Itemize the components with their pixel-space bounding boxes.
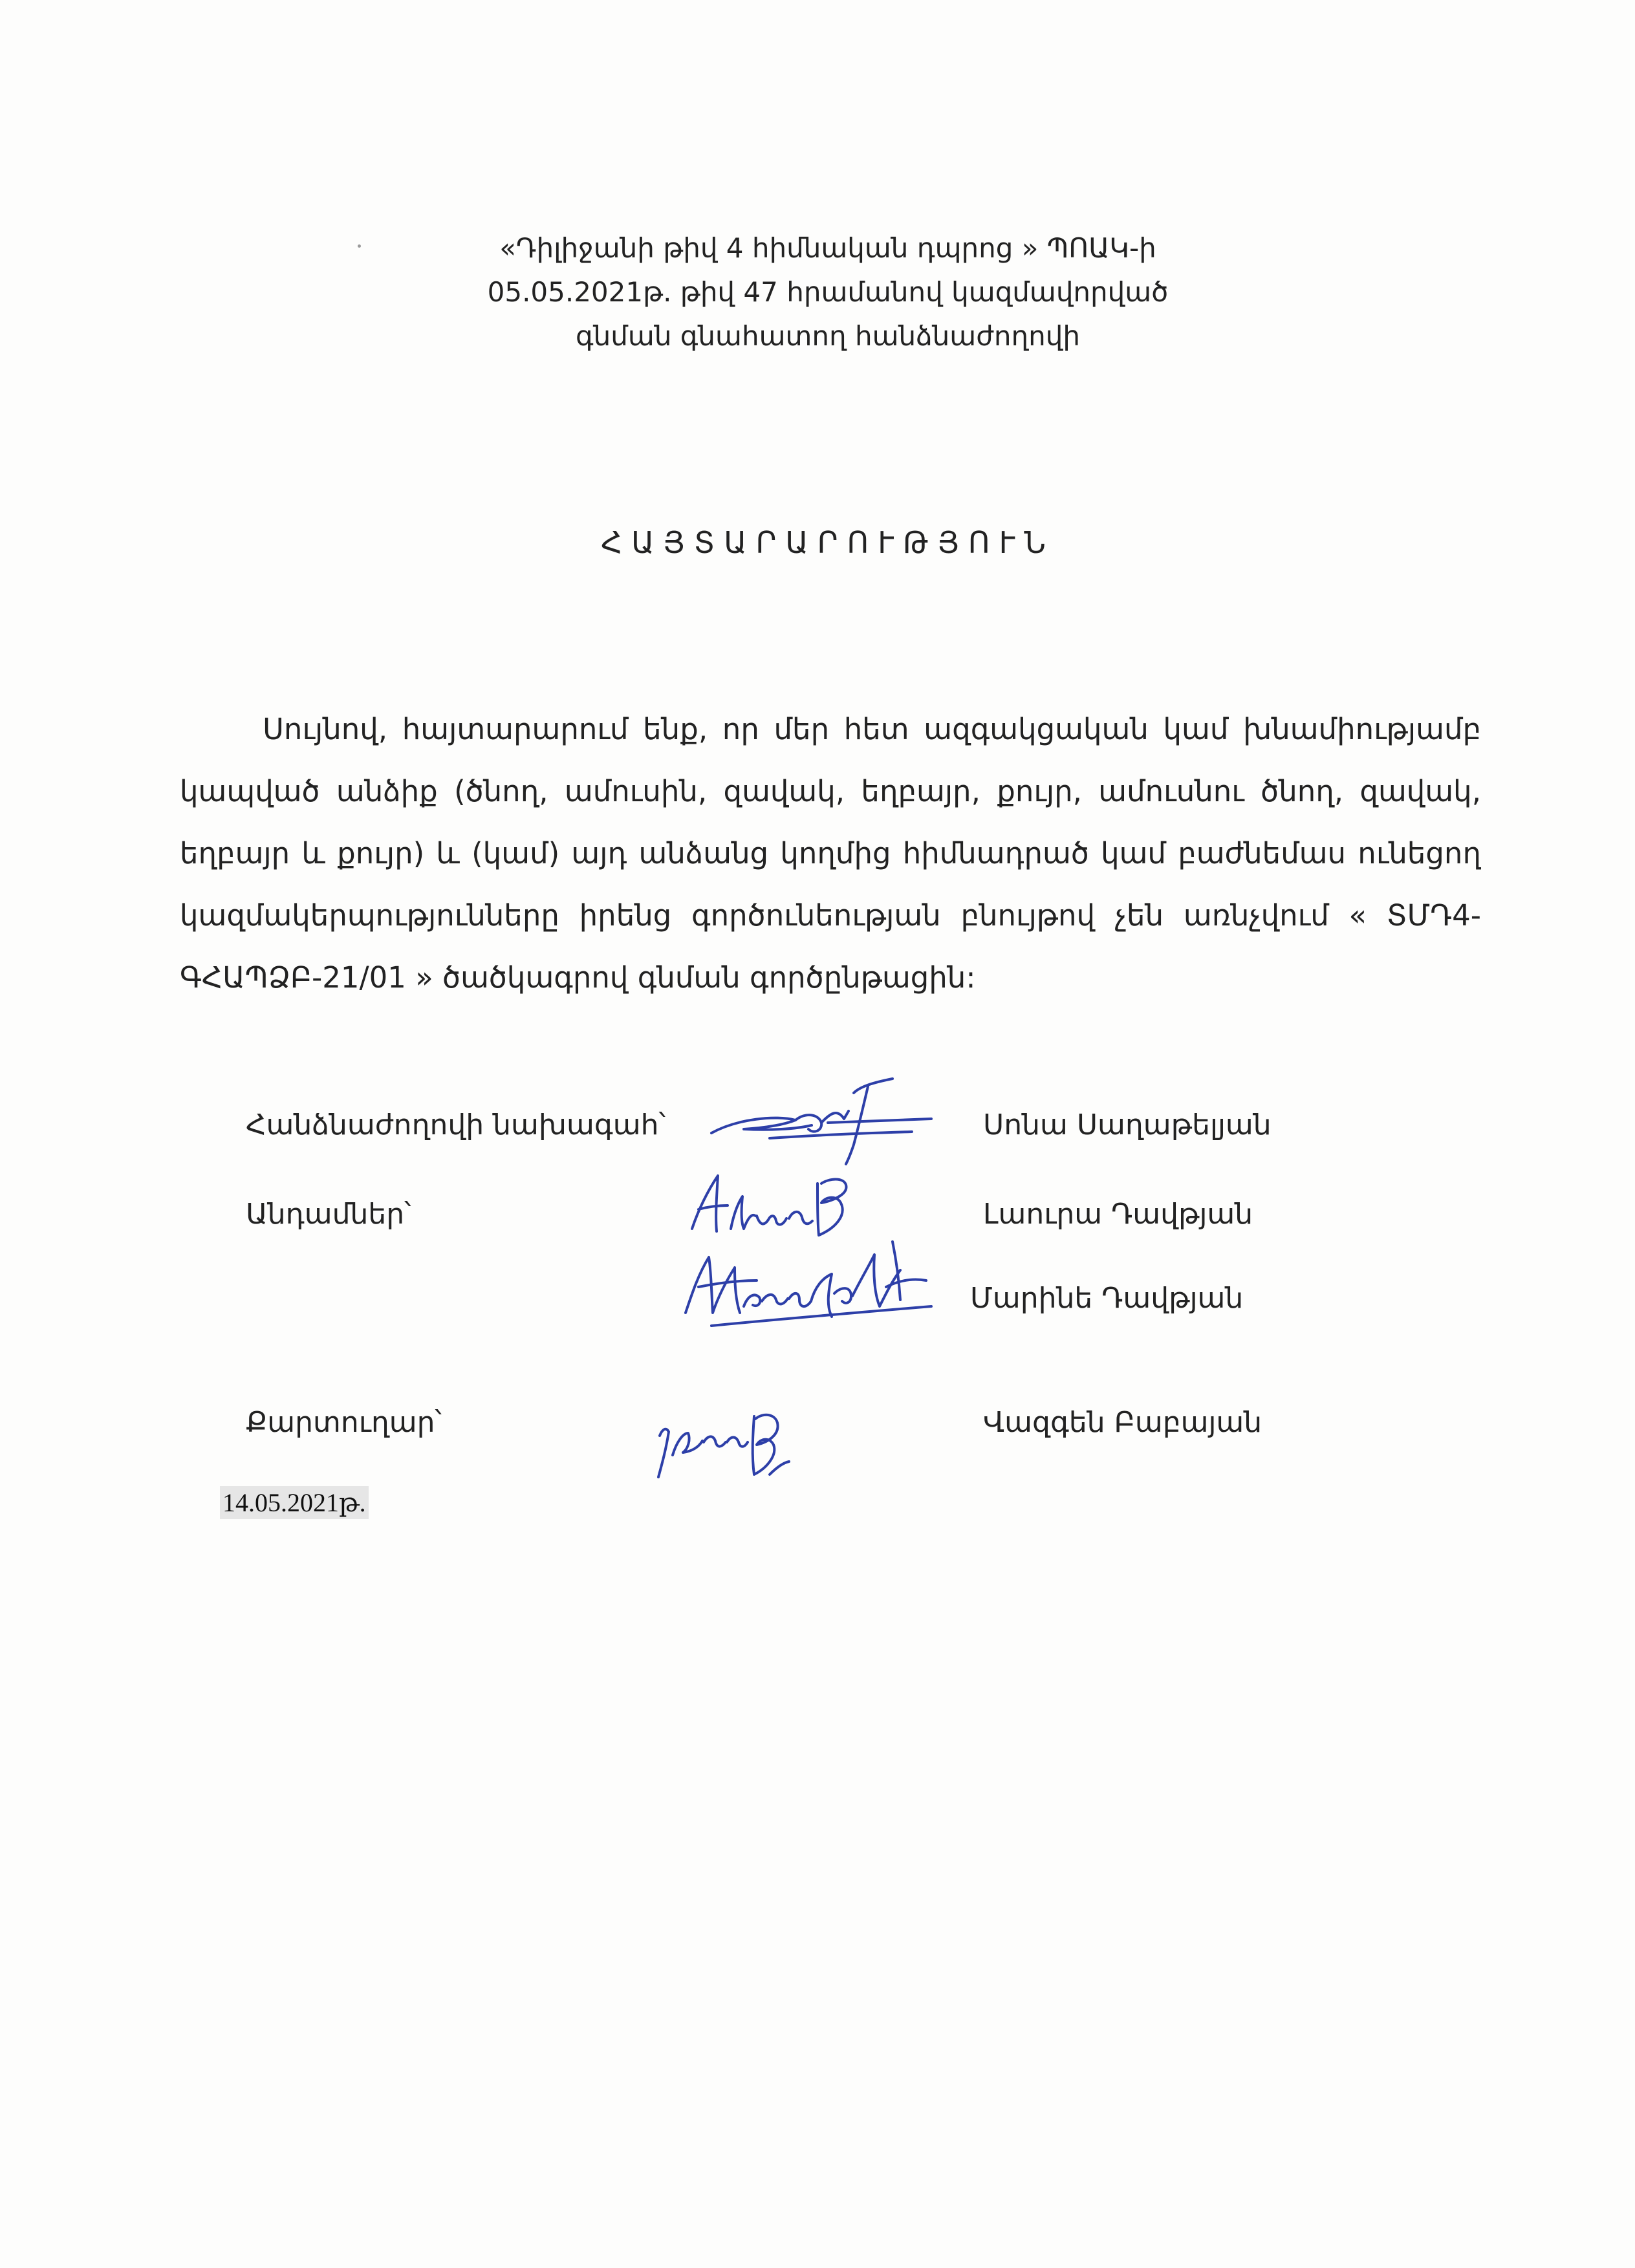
header-line-1: «Դիլիջանի թիվ 4 հիմնական դպրոց » ՊՈԱԿ-ի: [499, 232, 1156, 264]
member-1-name: Լաուրա Դավթյան: [983, 1198, 1253, 1231]
document-title: ՀԱՅՏԱՐԱՐՈՒԹՅՈՒՆ: [601, 525, 1055, 560]
document-header: [362, 226, 1294, 358]
body-line-4: կազմակերպությունները իրենց գործունեության բնույթով չեն առնչվում « ՏՄԴ4-: [180, 898, 1481, 933]
secretary-role-label: Քարտուղար՝: [246, 1406, 442, 1439]
paper-speck: [358, 244, 361, 248]
members-role-label: Անդամներ՝: [246, 1198, 411, 1231]
member-2-name: Մարինե Դավթյան: [970, 1282, 1244, 1315]
header-line-3: գնման գնահատող հանձնաժողովի: [576, 320, 1080, 352]
secretary-signature: [640, 1390, 815, 1487]
document-date: 14.05.2021թ.: [220, 1486, 369, 1519]
chair-name: Սոնա Սաղաթելյան: [983, 1108, 1272, 1141]
body-line-5: ԳՀԱՊՁԲ-21/01 » ծածկագրով գնման գործընթացին:: [180, 960, 976, 995]
member-2-signature: [673, 1216, 944, 1339]
body-line-2: կապված անձիք (ծնող, ամուսին, զավակ, եղբայր, քույր, ամուսնու ծնող, զավակ,: [180, 774, 1481, 808]
body-line-1: Սույնով, հայտարարում ենք, որ մեր հետ ազգակցական կամ խնամիությամբ: [263, 712, 1481, 746]
secretary-name: Վազգեն Բաբայան: [983, 1406, 1262, 1439]
declaration-body: [180, 698, 1481, 1009]
chair-signature: [698, 1074, 944, 1177]
body-line-3: եղբայր և քույր) և (կամ) այդ անձանց կողմից հիմնադրած կամ բաժնեմաս ունեցող: [180, 836, 1481, 870]
chair-role-label: Հանձնաժողովի նախագահ՝: [246, 1108, 666, 1141]
header-line-2: 05.05.2021թ. թիվ 47 հրամանով կազմավորված: [487, 276, 1169, 308]
